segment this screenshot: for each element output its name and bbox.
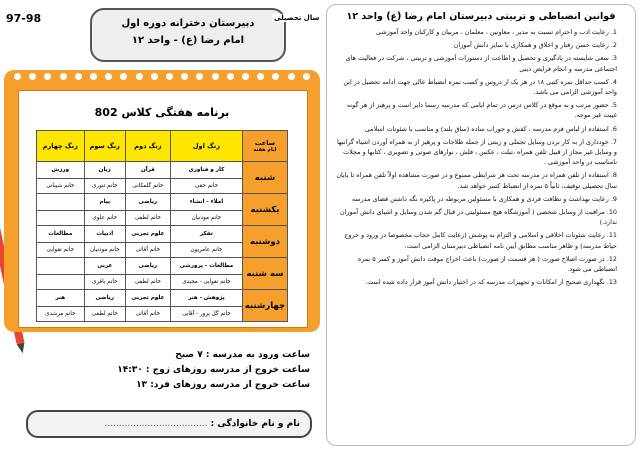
- rule-text: رعایت شئونات اخلاقی و اسلامی و التزام به پوشش (رعایت کامل حجاب مخصوصا در ورود و خروج حیاط مدرسه) و ظاهر مناسب مطابق آیین نامه انضباطی دبیرستان الزامی است.: [344, 231, 617, 250]
- rule-text: رعایت بهداشت و نظافت فردی و همکاری با مسئولین مربوطه در پاکیزه نگه داشتن فضای مدرسه: [351, 194, 609, 203]
- day-cell: چهارشنبه: [243, 290, 288, 322]
- rule-number: 2.: [610, 41, 617, 50]
- rule-item: [333, 170, 617, 190]
- rule-number: 3.: [610, 54, 617, 63]
- rule-item: [333, 230, 617, 250]
- teacher-cell: خانم حقی: [170, 179, 242, 194]
- schedule-title: برنامه هفتگی کلاس 802: [94, 106, 230, 119]
- day-cell: دوشنبه: [243, 226, 288, 258]
- rule-number: 13.: [606, 278, 617, 287]
- course-cell: پژوهش - هنر: [170, 290, 242, 307]
- course-cell: ریاضی: [125, 258, 170, 275]
- teacher-cell: خانم تقوایی - مجیدی: [170, 275, 242, 290]
- teacher-cell: خانم آقائی: [125, 243, 170, 258]
- column-header: زنگ دوم: [125, 131, 170, 162]
- rule-text: کسب حداقل نمره کتبی ۱۸ در هر یک از دروس و کسب نمره انضباط عالی جهت ادامه تحصیل در این واحد آموزشی الزامی می باشد.: [343, 77, 617, 97]
- rule-item: [333, 124, 617, 134]
- academic-year-label: سال تحصیلی: [274, 14, 320, 22]
- rule-item: [333, 254, 617, 274]
- school-hours: [30, 348, 310, 393]
- course-cell: عربی: [84, 258, 125, 275]
- day-cell: شنبه: [243, 162, 288, 194]
- exit-time-odd-days: ساعت خروج از مدرسه روزهای فرد: ۱۳: [136, 380, 310, 390]
- exit-time-even-days: ساعت خروج از مدرسه روزهای زوج : ۱۴:۳۰: [117, 365, 310, 375]
- table-row: [37, 194, 288, 211]
- day-cell: یکشنبه: [243, 194, 288, 226]
- teacher-cell: خانم تنوری: [84, 179, 125, 194]
- teacher-cell: خانم موذنیان: [170, 211, 242, 226]
- binding-holes: [14, 73, 310, 83]
- arrival-time: ساعت ورود به مدرسه : ۷ صبح: [175, 350, 310, 360]
- course-cell: قرآن: [125, 162, 170, 179]
- rules-list: [333, 27, 629, 287]
- rule-number: 4.: [610, 77, 617, 86]
- teacher-cell: خانم آقائی: [125, 307, 170, 322]
- course-cell: ورزش: [37, 162, 85, 179]
- rule-text: رعایت حسن رفتار و اخلاق و همکاری با سایر دانش آموزان: [453, 41, 609, 50]
- rule-item: [333, 207, 617, 227]
- teacher-cell: خانم لطفی: [84, 307, 125, 322]
- column-header: زنگ اول: [170, 131, 242, 162]
- course-cell: تفکر: [170, 226, 242, 243]
- teacher-cell: خانم گل پرور - آقایی: [170, 307, 242, 322]
- rule-text: مراقبت از وسایل شخصی ( آموزشگاه هیچ مسئولیتی در قبال گم شدن وسایل و اشیای دانش آموزان ندارد.): [339, 208, 617, 227]
- course-cell: مطالعات: [37, 226, 85, 243]
- course-cell: علوم تجربی: [125, 290, 170, 307]
- rule-item: [333, 77, 617, 97]
- rule-number: 9.: [610, 194, 617, 203]
- rule-text: استفاده از لباس فرم مدرسه ، کفش و جوراب ساده (ساق بلند) و مناسب با شئونات اسلامی: [364, 124, 609, 133]
- name-field-label: نام و نام خانوادگی :: [210, 419, 300, 429]
- rule-item: [333, 100, 617, 120]
- rules-title: قوانین انضباطی و تربیتی دبیرستان امام رضا (ع) واحد ۱۲: [346, 11, 616, 22]
- corner-cell: [243, 131, 288, 162]
- rule-item: [333, 27, 617, 37]
- name-field-box: [26, 410, 312, 438]
- course-cell: ادبیات: [84, 226, 125, 243]
- table-row: [37, 258, 288, 275]
- school-badge: [90, 8, 286, 62]
- day-cell: سه شنبه: [243, 258, 288, 290]
- teacher-cell: خانم علوی: [84, 211, 125, 226]
- rule-number: 8.: [610, 171, 617, 180]
- rule-text: سعی شایسته در یادگیری و تحصیل و اطاعت از دستورات آموزشی و تربیتی ، شرکت در فعالیت های اجتماعی مدرسه و انجام فرایض دینی: [345, 54, 617, 73]
- course-cell: املاء - انشاء: [170, 194, 242, 211]
- weekly-schedule-table: [36, 130, 288, 322]
- course-cell: زبان: [84, 162, 125, 179]
- table-row: [37, 162, 288, 179]
- rule-text: رعایت ادب و احترام نسبت به مدیر ، معاونین ، معلمان ، مربیان و کارکنان واحد آموزشی: [376, 28, 609, 36]
- rule-number: 5.: [610, 101, 617, 110]
- teacher-cell: [37, 275, 85, 290]
- course-cell: پیام: [84, 194, 125, 211]
- course-cell: علوم تجربی: [125, 226, 170, 243]
- column-header: زنگ سوم: [84, 131, 125, 162]
- notebook-frame: [4, 70, 320, 332]
- teacher-cell: خانم تقوایی: [37, 243, 85, 258]
- teacher-cell: خانم عامریون: [170, 243, 242, 258]
- column-header: زنگ چهارم: [37, 131, 85, 162]
- rule-item: [333, 40, 617, 50]
- rule-text: خودداری از به کار بردن وسایل تجملی و زینتی از جمله طلاجات و پرهیز از به همراه آوردن اشیاء گرانبها و وسایل غیر مجاز از قبیل تلفن همراه ،تبلت ، عکس ، فلش ، نوارهای صوتی و تصویری ، کتابها و مجلات نامناسب در واحد آموزشی .: [336, 137, 617, 167]
- teacher-cell: خانم گلمکانی: [125, 179, 170, 194]
- course-cell: ریاضی: [125, 194, 170, 211]
- rule-number: 7.: [610, 137, 617, 146]
- course-cell: [37, 194, 85, 211]
- name-field-line[interactable]: ....................................: [104, 419, 208, 429]
- rule-item: [333, 277, 617, 287]
- course-cell: مطالعات - پرورشی: [170, 258, 242, 275]
- teacher-cell: خانم لطفی: [125, 275, 170, 290]
- rule-number: 11.: [606, 231, 617, 240]
- teacher-cell: خانم باقری: [84, 275, 125, 290]
- rule-number: 1.: [610, 28, 617, 36]
- rule-text: حضور مرتب و به موقع در کلاس درس در تمام ایامی که مدرسه رسما دایر است و پرهیز از هر گونه غیبت غیر موجه.: [346, 101, 617, 120]
- teacher-cell: خانم شیبانی: [37, 179, 85, 194]
- year-label: 97-98: [6, 12, 42, 25]
- rule-text: در صورت اصلاح صورت ( هر قسمت از صورت) باعث اخراج موقت دانش آموز و کسر ۵ نمره انضباطی می شود.: [357, 254, 617, 274]
- table-row: [37, 226, 288, 243]
- rules-panel: [326, 4, 636, 446]
- school-name-line2: امام رضا (ع) - واحد ۱۲: [131, 35, 245, 46]
- rule-number: 12.: [606, 254, 617, 263]
- rule-text: استفاده از تلفن همراه در مدرسه تحت هر شرایطی ممنوع و در صورت مشاهده اولاً تلفن همراه تا پایان سال تحصیلی توقیف، ثانیاً ۵ نمره از انضباط کسر خواهد شد.: [336, 171, 617, 190]
- rule-item: [333, 137, 617, 168]
- rule-item: [333, 194, 617, 204]
- teacher-cell: خانم مرشدی: [37, 307, 85, 322]
- course-cell: ریاضی: [84, 290, 125, 307]
- corner-top-label: ساعت: [254, 139, 276, 147]
- rule-text: نگهداری صحیح از امکانات و تجهیزات مدرسه که در اختیار دانش آموز قرار داده شده است.: [365, 278, 605, 287]
- teacher-cell: خانم لطفی: [125, 211, 170, 226]
- course-cell: کار و فناوری: [170, 162, 242, 179]
- table-row: [37, 290, 288, 307]
- school-name-line1: دبیرستان دخترانه دوره اول: [121, 18, 255, 29]
- course-cell: هنر: [37, 290, 85, 307]
- table-header-row: [37, 131, 288, 162]
- corner-bottom-label: ایام هفته: [253, 147, 277, 153]
- teacher-cell: [37, 211, 85, 226]
- teacher-cell: خانم موذنیان: [84, 243, 125, 258]
- rule-number: 10.: [606, 208, 617, 217]
- course-cell: [37, 258, 85, 275]
- rule-number: 6.: [610, 124, 617, 133]
- rule-item: [333, 53, 617, 73]
